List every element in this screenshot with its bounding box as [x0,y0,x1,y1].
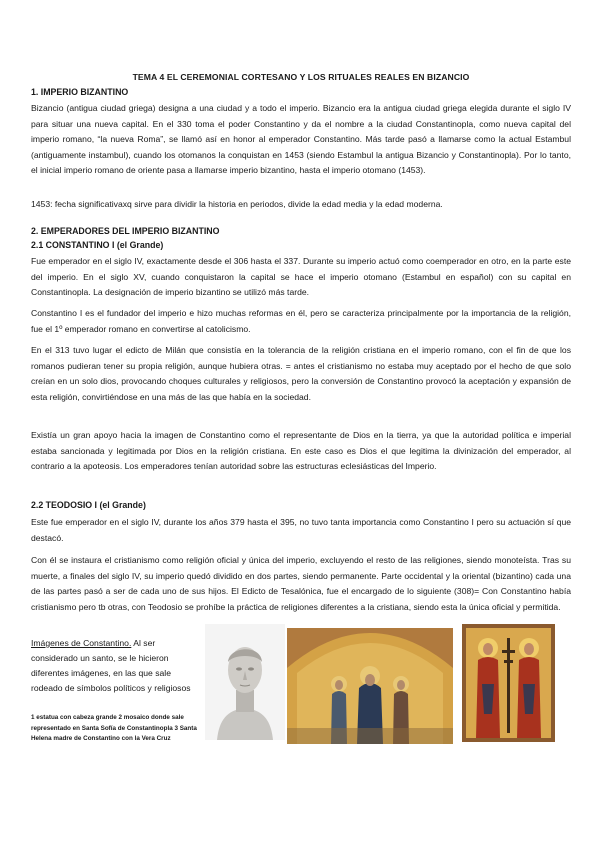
subsection-2-2-heading: 2.2 TEODOSIO I (el Grande) [31,500,146,510]
figure-text: Al ser considerado un santo, se le hicieron diferentes imágenes, en las que sale rodeado de símbolos políticos y religiosos [31,638,191,693]
constantino-paragraph-2: Constantino I es el fundador del imperio e hizo muchas reformas en él, pero se caracteriza principalmente por la importancia de la religión, fue el 1º emperador romano en convertirse al catolicismo. [31,308,571,334]
constantine-bust-image [205,624,285,740]
section-2-heading: 2. EMPERADORES DEL IMPERIO BIZANTINO [31,226,220,236]
figure-caption: 1 estatua con cabeza grande 2 mosaico donde sale representado en Santa Sofía de Constantinopla 3 Santa Helena madre de Constantino con la Vera Cruz [31,714,197,742]
page-title: TEMA 4 EL CEREMONIAL CORTESANO Y LOS RITUALES REALES EN BIZANCIO [132,72,470,82]
section-1-heading: 1. IMPERIO BIZANTINO [31,87,129,97]
constantino-paragraph-4: Existía un gran apoyo hacia la imagen de Constantino como el representante de Dios en la tierra, ya que la autoridad política e imperial estaba sancionada y legitimada por Dios en la religión cristiana. En este caso es Dios el que legitima la divinización del emperador, al contrario a la apoteosis. Los emperadores tenían autoridad sobre las estructuras eclesiásticas del Imperio. [31,430,571,472]
santa-sofia-mosaic-image [287,628,453,744]
teodosio-paragraph-1: Este fue emperador en el siglo IV, durante los años 379 hasta el 395, no tuvo tanta importancia como Constantino I pero su actuación sí que destacó. [31,517,571,543]
constantino-paragraph-3: En el 313 tuvo lugar el edicto de Milán que consistía en la tolerancia de la religión cristiana en el imperio romano, con el fin de que los romanos pudieran tener su propia religión, aunque hubiera otras. = antes el cristianismo no estaba muy aceptado por el hecho de que solo creían en un solo dios, provocando choques culturales y religiosos, pero la conversión de Constantino provocó la aceptación y expansión de esta religión, convirtiéndose en una más de las que había en la sociedad. [31,345,571,402]
figure-label: Imágenes de Constantino. [31,638,132,648]
santa-helena-icon-image [462,624,555,742]
subsection-2-1-heading: 2.1 CONSTANTINO I (el Grande) [31,240,164,250]
section-1-paragraph-2: 1453: fecha significativaxq sirve para dividir la historia en periodos, divide la edad media y la edad moderna. [31,199,443,209]
constantino-paragraph-1: Fue emperador en el siglo IV, exactamente desde el 306 hasta el 337. Durante su imperio actuó como coemperador en otro, en la parte este del imperio. En el siglo XV, cuando conquistaron la capital se hace el imperio otomano (Estambul en español) con su capital en Constantinopla. La designación de imperio bizantino se utilizó más tarde. [31,256,571,298]
teodosio-paragraph-2: Con él se instaura el cristianismo como religión oficial y única del imperio, excluyendo el resto de las religiones, siendo monoteísta. Tras su muerte, a finales del siglo IV, su imperio quedó dividido en dos partes, siendo permanente. Parte occidental y la oriental (bizantino) cada una de las partes pasó a ser de cada uno de sus hijos. El Edicto de Tesalónica, fue el encargado de lo siguiente (308)= Con Constantino había cristianismo pero tb otras, con Teodosio se prohíbe la práctica de religiones diferentes a la cristiana, siendo esta la única oficial y permitida. [31,555,571,612]
figure-description [31,636,201,696]
section-1-paragraph-1: Bizancio (antigua ciudad griega) designa a una ciudad y a todo el imperio. Bizancio era la antigua ciudad griega elegida durante el siglo IV para situar una nueva capital. En el 330 toma el poder Constantino y da el nombre a la ciudad Constantinopla, como nueva capital del imperio romano, “la nueva Roma”, se llamó así en honor al emperador Constantino. Más tarde pasó a llamarse como la actual Estambul (antiguamente instambul), cuando los otomanos la conquistan en 1453 (siendo Estambul la antigua Bizancio y Constantinopla). Por lo tanto, el inicial imperio romano de oriente pasa a llamarse imperio bizantino, hasta el imperio otomano (1453). [31,103,571,176]
